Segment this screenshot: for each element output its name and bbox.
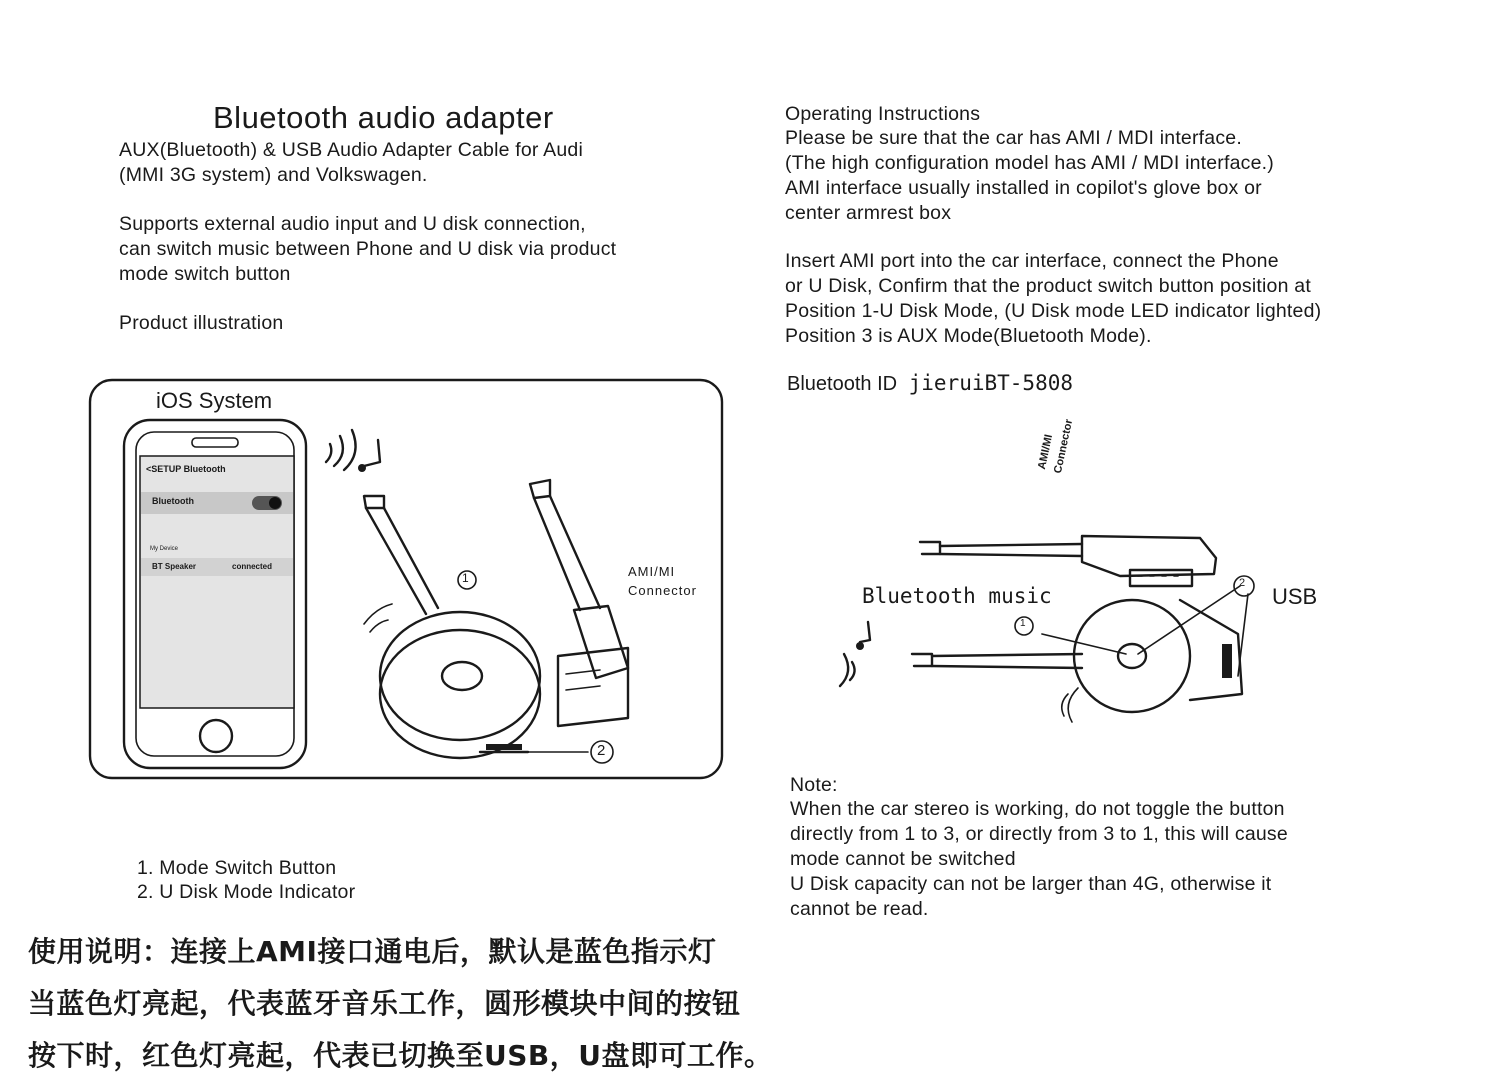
bluetooth-waves-icon — [326, 430, 380, 472]
insert-instructions-text: Insert AMI port into the car interface, connect the Phone or U Disk, Confirm that the product switch button position at Position 1-U Disk Mode, (U Disk mode LED indicator lighted) Position 3 is AUX Mode(Bluetooth Mode). — [785, 250, 1322, 347]
product-illustration — [88, 378, 724, 780]
operating-instructions-text: Please be sure that the car has AMI / MDI interface. (The high configuration model has AMI / MDI interface.) AMI interface usually installed in copilot's glove box or center armrest box — [785, 127, 1274, 224]
ami-connector-cable — [530, 480, 628, 726]
illustration-label: Product illustration — [119, 312, 284, 334]
phone-screen-header: <SETUP Bluetooth — [146, 464, 226, 474]
legend-item-1: 1. Mode Switch Button — [137, 857, 337, 879]
bluetooth-id-value: jieruiBT-5808 — [908, 371, 1074, 395]
product-subtitle: AUX(Bluetooth) & USB Audio Adapter Cable for Audi (MMI 3G system) and Volkswagen. — [119, 139, 583, 186]
phone-bluetooth-row: Bluetooth — [152, 496, 194, 506]
phone-section-label: My Device — [150, 546, 179, 552]
ios-system-label: iOS System — [156, 388, 273, 413]
support-description: Supports external audio input and U disk connection, can switch music between Phone and U disk via product mode switch button — [119, 213, 617, 285]
adapter-cable — [364, 496, 438, 614]
bluetooth-id-row — [787, 371, 1073, 396]
bluetooth-waves-icon — [840, 622, 1078, 722]
phone-device-status: connected — [232, 562, 273, 571]
marker-1: 1 — [462, 571, 469, 585]
diagram-connector-label-2: Connector — [1052, 418, 1076, 475]
ami-connector-plug — [920, 536, 1216, 586]
marker-2: 2 — [597, 742, 606, 759]
round-adapter-module — [364, 604, 540, 758]
diagram-marker-1: 1 — [1020, 618, 1026, 629]
diagram-connector-label-1: AMI/MI — [1036, 433, 1056, 471]
connector-label-line2: Connector — [628, 583, 697, 598]
operating-instructions-title: Operating Instructions — [785, 103, 981, 125]
usb-label: USB — [1272, 584, 1318, 609]
adapter-diagram — [820, 418, 1340, 748]
note-title: Note: — [790, 774, 838, 796]
document-title: Bluetooth audio adapter — [213, 100, 554, 135]
bluetooth-id-label: Bluetooth ID — [787, 373, 898, 395]
diagram-marker-2: 2 — [1239, 577, 1246, 589]
legend-item-2: 2. U Disk Mode Indicator — [137, 881, 356, 903]
connector-label-line1: AMI/MI — [628, 564, 676, 579]
bluetooth-music-label: Bluetooth music — [862, 584, 1052, 608]
chinese-instructions: 使用说明：连接上AMI接口通电后，默认是蓝色指示灯 当蓝色灯亮起，代表蓝牙音乐工作，圆形模块中间的按钮 按下时，红色灯亮起，代表已切换至USB，U盘即可工作。 — [28, 935, 773, 1072]
note-text: When the car stereo is working, do not toggle the button directly from 1 to 3, or directly from 3 to 1, this will cause mode cannot be switched U Disk capacity can not be larger than 4G, otherwise it cannot be read. — [790, 798, 1288, 920]
phone-device-name: BT Speaker — [152, 562, 197, 571]
